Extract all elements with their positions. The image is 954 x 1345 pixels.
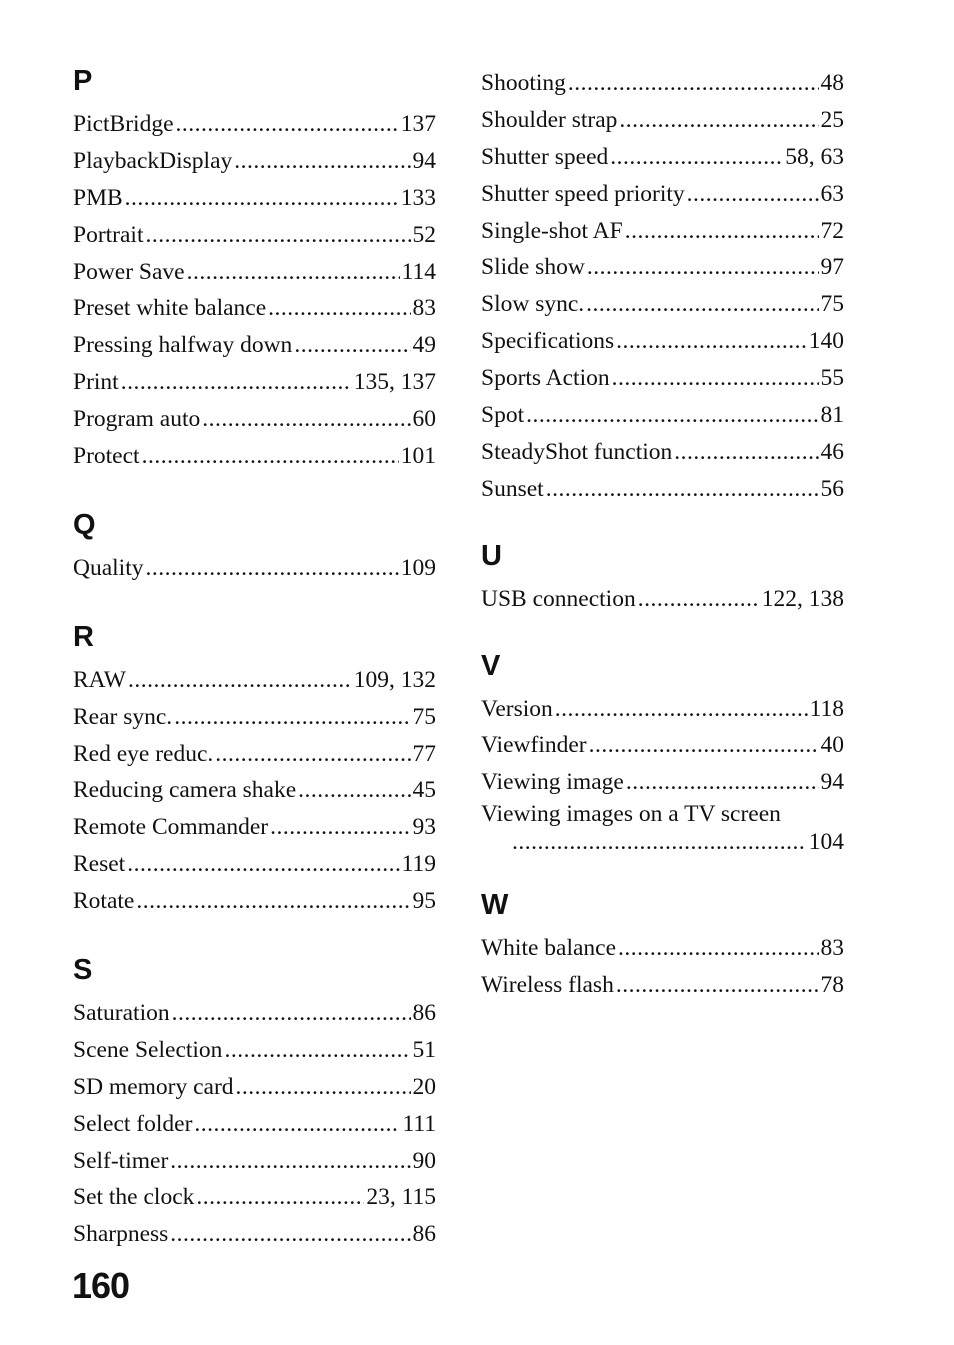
index-term: Single-shot AF (481, 217, 623, 244)
index-term: Set the clock (73, 1184, 195, 1211)
index-entry-sports-action (481, 360, 844, 397)
index-term: Power Save (73, 258, 185, 285)
index-column-right (481, 65, 844, 1004)
index-page-ref: 52 (412, 221, 436, 248)
index-term: Remote Commander (73, 814, 269, 841)
dot-leader (625, 213, 819, 250)
dot-leader (294, 327, 410, 364)
index-term: Shooting (481, 70, 566, 96)
dot-leader (512, 828, 805, 857)
dot-leader (194, 1106, 400, 1143)
index-term: Spot (481, 402, 525, 429)
index-entry-reset (73, 846, 436, 883)
dot-leader (268, 290, 410, 327)
index-page-ref: 51 (412, 1036, 436, 1063)
index-section-r (73, 618, 436, 920)
index-entry-viewing-image (481, 764, 844, 801)
index-term: Self-timer (73, 1147, 169, 1174)
index-term: Shoulder strap (481, 106, 618, 133)
index-page-ref: 119 (401, 851, 436, 878)
index-term: Preset white balance (73, 295, 267, 322)
index-page-ref: 109 (400, 554, 436, 581)
index-entry-single-shot-af (481, 213, 844, 250)
index-page-ref: 90 (412, 1147, 436, 1174)
index-page-ref: 25 (820, 106, 844, 133)
index-page-ref: 77 (412, 740, 436, 767)
index-section-u (481, 537, 844, 618)
dot-leader (586, 286, 818, 323)
index-page-ref: 118 (809, 695, 844, 722)
index-section-p (73, 62, 436, 475)
index-entry-raw (73, 662, 436, 699)
index-page-ref: 86 (412, 1221, 436, 1248)
index-entry-shoulder-strap (481, 102, 844, 139)
dot-leader (234, 143, 410, 180)
index-page-ref: 60 (412, 406, 436, 433)
index-page-ref: 95 (412, 888, 436, 915)
index-entry-preset-white-balance (73, 290, 436, 327)
section-letter-heading: U (481, 539, 502, 572)
index-page-ref: 86 (412, 1000, 436, 1027)
section-letter-heading: V (481, 649, 501, 682)
dot-leader (176, 106, 399, 143)
dot-leader (136, 883, 410, 920)
index-page-ref: 72 (820, 217, 844, 244)
index-page-ref: 63 (820, 180, 844, 207)
index-term: Shutter speed priority (481, 180, 685, 207)
section-letter-heading: R (73, 620, 94, 653)
index-page-ref: 94 (412, 147, 436, 174)
index-term: Viewing images on a TV screen (481, 801, 781, 828)
dot-leader (202, 401, 410, 438)
dot-leader (298, 772, 410, 809)
index-entry-spot (481, 397, 844, 434)
index-page-ref: 56 (820, 475, 844, 502)
index-page-ref: 97 (820, 254, 844, 281)
dot-leader (270, 809, 410, 846)
index-entry-sd-memory-card (73, 1069, 436, 1106)
index-term: Viewing image (481, 769, 624, 796)
dot-leader (128, 662, 352, 699)
index-term: Pressing halfway down (73, 332, 293, 359)
index-entry-quality (73, 550, 436, 587)
index-entry-self-timer (73, 1143, 436, 1180)
index-page-ref: 114 (401, 258, 436, 285)
index-term: Reset (73, 851, 126, 878)
index-entry-program-auto (73, 401, 436, 438)
dot-leader (146, 217, 411, 254)
dot-leader (587, 249, 819, 286)
index-entry-red-eye-reduc (73, 736, 436, 773)
index-entry-specifications (481, 323, 844, 360)
index-term: Sports Action (481, 365, 610, 392)
index-entry-rotate (73, 883, 436, 920)
index-term: Rear sync. (73, 703, 173, 730)
index-page-ref: 48 (820, 70, 844, 96)
index-section-q (73, 506, 436, 587)
index-term: Reducing camera shake (73, 777, 297, 804)
index-term: White balance (481, 935, 617, 962)
index-term: Version (481, 695, 553, 722)
index-page-ref: 75 (412, 703, 436, 730)
index-entry-version (481, 691, 844, 728)
index-page-ref: 137 (400, 111, 436, 137)
index-page-ref: 133 (400, 184, 436, 211)
index-term: Saturation (73, 1000, 170, 1027)
dot-leader (616, 323, 807, 360)
section-letter-heading: Q (73, 508, 96, 541)
dot-leader (215, 736, 410, 773)
index-term: PlaybackDisplay (73, 147, 233, 174)
dot-leader (526, 397, 818, 434)
page-number: 160 (72, 1265, 130, 1306)
index-term: Slow sync. (481, 291, 585, 318)
dot-leader (146, 550, 399, 587)
dot-leader (626, 764, 819, 801)
dot-leader (187, 254, 400, 291)
index-section-w (481, 886, 844, 1004)
index-entry-pictbridge (73, 106, 436, 143)
index-term: PictBridge (73, 111, 174, 137)
dot-leader (142, 438, 399, 475)
index-term: Rotate (73, 888, 135, 915)
index-term: Program auto (73, 406, 201, 433)
index-page-ref: 75 (820, 291, 844, 318)
index-term: Wireless flash (481, 972, 614, 999)
dot-leader (170, 1216, 410, 1253)
index-term: Sharpness (73, 1221, 169, 1248)
index-entry-shutter-speed (481, 139, 844, 176)
index-term: USB connection (481, 585, 636, 612)
index-term: SD memory card (73, 1073, 234, 1100)
index-term: Select folder (73, 1110, 193, 1137)
index-page-ref: 81 (820, 402, 844, 429)
index-term: RAW (73, 666, 126, 693)
index-entry-continuation (481, 828, 844, 857)
index-term: Print (73, 369, 119, 396)
index-entry-wireless-flash (481, 967, 844, 1004)
index-entry-rear-sync (73, 699, 436, 736)
dot-leader (170, 1143, 410, 1180)
dot-leader (127, 846, 399, 883)
index-entry-portrait (73, 217, 436, 254)
index-term: Red eye reduc. (73, 740, 214, 767)
index-page-ref: 78 (820, 972, 844, 999)
index-page-ref: 20 (412, 1073, 436, 1100)
index-page-ref: 23, 115 (366, 1184, 436, 1211)
index-term: Viewfinder (481, 732, 587, 759)
index-entry-sunset (481, 471, 844, 508)
index-entry-viewing-images-on-a-tv-screen (481, 801, 844, 857)
dot-leader (589, 727, 819, 764)
index-page-ref: 46 (820, 438, 844, 465)
index-page-ref: 55 (820, 365, 844, 392)
dot-leader (555, 691, 808, 728)
index-entry-sharpness (73, 1216, 436, 1253)
index-page-ref: 83 (820, 935, 844, 962)
index-column-left (73, 62, 436, 1253)
index-section-v (481, 647, 844, 858)
index-term: Protect (73, 443, 140, 470)
index-term: Scene Selection (73, 1036, 223, 1063)
index-entry-scene-selection (73, 1032, 436, 1069)
index-page-ref: 94 (820, 769, 844, 796)
index-page-ref: 104 (808, 829, 844, 856)
dot-leader (172, 995, 411, 1032)
section-letter-heading: S (73, 954, 93, 987)
index-page-ref: 109, 132 (353, 666, 436, 693)
index-term: Shutter speed (481, 143, 609, 170)
index-entry-shooting (481, 65, 844, 102)
index-section-s (73, 951, 436, 1253)
index-page-ref: 49 (412, 332, 436, 359)
index-page-ref: 83 (412, 295, 436, 322)
index-entry-reducing-camera-shake (73, 772, 436, 809)
index-entry-playbackdisplay (73, 143, 436, 180)
index-term: SteadyShot function (481, 438, 673, 465)
index-term: PMB (73, 184, 123, 211)
index-page-ref: 135, 137 (353, 369, 436, 396)
index-entry-protect (73, 438, 436, 475)
index-entry-saturation (73, 995, 436, 1032)
dot-leader (121, 364, 352, 401)
index-entry-viewfinder (481, 727, 844, 764)
dot-leader (174, 699, 410, 736)
index-entry-white-balance (481, 930, 844, 967)
dot-leader (619, 102, 818, 139)
index-term: Specifications (481, 328, 615, 355)
dot-leader (568, 65, 819, 102)
index-entry-pressing-halfway-down (73, 327, 436, 364)
index-entry-print (73, 364, 436, 401)
index-page-ref: 40 (820, 732, 844, 759)
index-page-ref: 101 (400, 443, 436, 470)
dot-leader (196, 1179, 364, 1216)
dot-leader (236, 1069, 411, 1106)
dot-leader (674, 434, 818, 471)
dot-leader (638, 581, 760, 618)
dot-leader (618, 930, 818, 967)
index-term: Quality (73, 554, 144, 581)
index-entry-pmb (73, 180, 436, 217)
index-term: Portrait (73, 221, 144, 248)
index-page-ref: 45 (412, 777, 436, 804)
section-letter-heading: P (73, 65, 93, 97)
dot-leader (616, 967, 819, 1004)
index-entry-slow-sync (481, 286, 844, 323)
dot-leader (546, 471, 819, 508)
index-term: Slide show (481, 254, 585, 281)
section-letter-heading: W (481, 889, 509, 922)
dot-leader (125, 180, 399, 217)
index-entry-slide-show (481, 249, 844, 286)
index-entry-power-save (73, 254, 436, 291)
index-entry-steadyshot-function (481, 434, 844, 471)
index-entry-remote-commander (73, 809, 436, 846)
index-entry-set-the-clock (73, 1179, 436, 1216)
index-entry-shutter-speed-priority (481, 176, 844, 213)
dot-leader (224, 1032, 410, 1069)
index-page-ref: 58, 63 (785, 143, 844, 170)
dot-leader (687, 176, 819, 213)
index-page-ref: 140 (808, 328, 844, 355)
index-section-continued (481, 65, 844, 508)
index-entry-usb-connection (481, 581, 844, 618)
dot-leader (612, 360, 819, 397)
dot-leader (610, 139, 783, 176)
index-term: Sunset (481, 475, 544, 502)
index-page-ref: 111 (402, 1110, 436, 1137)
index-entry-select-folder (73, 1106, 436, 1143)
index-page-ref: 122, 138 (761, 585, 844, 612)
index-page-ref: 93 (412, 814, 436, 841)
